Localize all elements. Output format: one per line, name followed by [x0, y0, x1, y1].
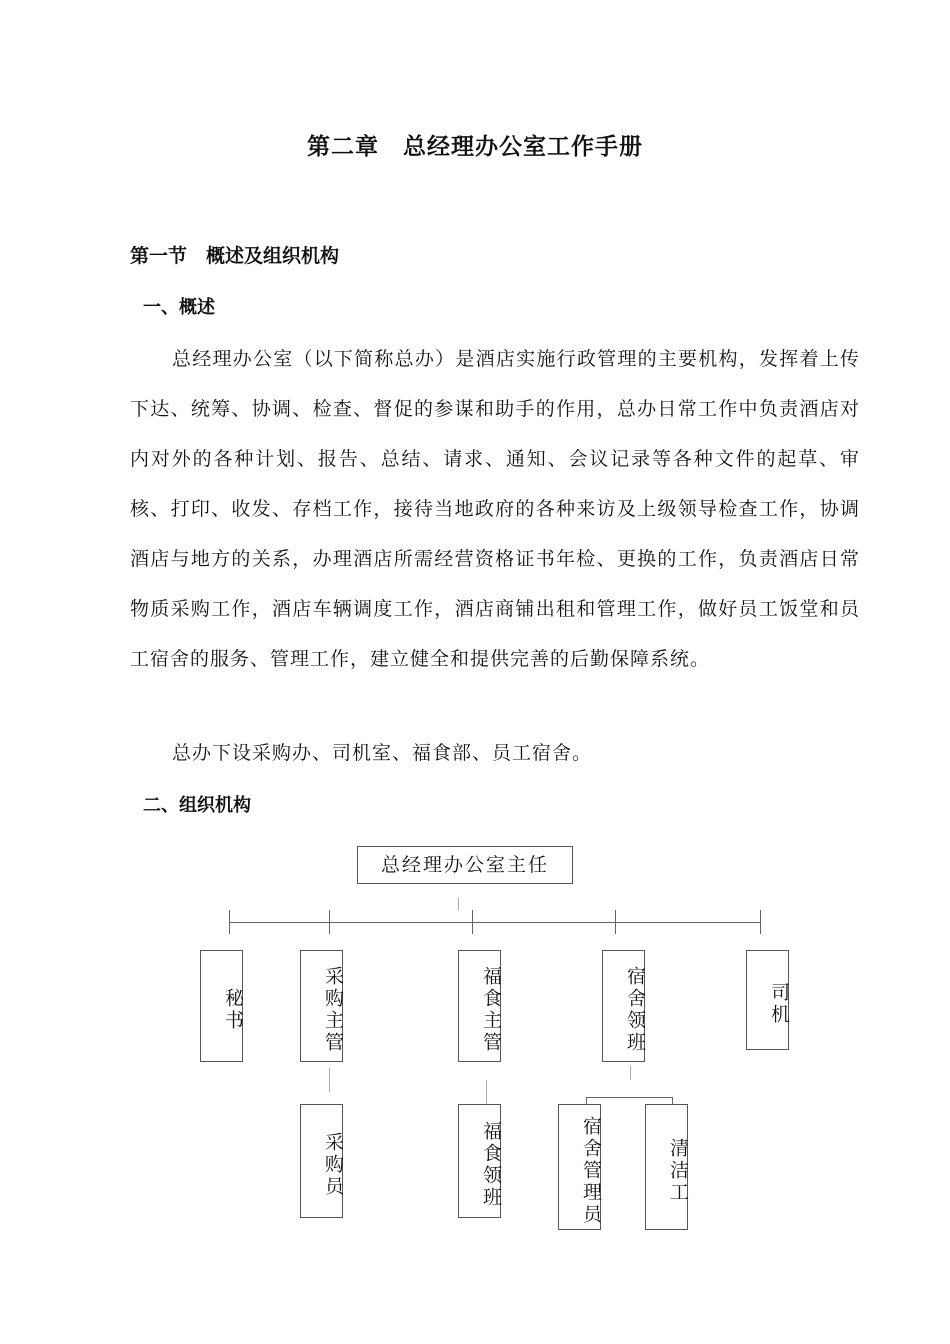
connector-tick — [615, 910, 616, 934]
connector-tick — [229, 910, 230, 934]
overview-paragraph: 总经理办公室（以下简称总办）是酒店实施行政管理的主要机构，发挥着上传下达、统筹、协调、检查、督促的参谋和助手的作用，总办日常工作中负责酒店对内对外的各种计划、报告、总结、请求、通知、会议记录等各种文件的起草、审核、打印、收发、存档工作，接待当地政府的各种来访及上级领导检查工作，协调酒店与地方的关系，办理酒店所需经营资格证书年检、更换的工作，负责酒店日常物质采购工作，酒店车辆调度工作，酒店商铺出租和管理工作，做好员工饭堂和员工宿舍的服务、管理工作，建立健全和提供完善的后勤保障系统。 — [130, 348, 860, 670]
org-box-dorm-manager: 宿舍管理员 — [558, 1104, 601, 1230]
connector-tick — [472, 910, 473, 934]
connector-food — [486, 1080, 487, 1106]
org-box-food-supervisor: 福食主管 — [458, 950, 501, 1062]
org-root-box: 总经理办公室主任 — [357, 846, 573, 884]
departments-paragraph: 总办下设采购办、司机室、福食部、员工宿舍。 — [172, 742, 593, 764]
org-box-purchaser: 采购员 — [300, 1104, 343, 1218]
org-box-secretary: 秘书 — [200, 950, 243, 1062]
connector-tick — [329, 910, 330, 934]
connector-dorm — [630, 1066, 631, 1080]
connector-dorm-bar — [586, 1097, 673, 1098]
connector-tick — [760, 910, 761, 934]
org-box-food-leader: 福食领班 — [458, 1104, 501, 1218]
subheading-overview: 一、概述 — [143, 297, 215, 318]
connector-purchase — [329, 1068, 330, 1092]
org-box-cleaner: 清洁工 — [645, 1104, 688, 1230]
org-box-driver: 司机 — [746, 950, 789, 1050]
connector-level1-bar — [229, 922, 760, 923]
connector-root — [458, 898, 459, 910]
chapter-title: 第二章 总经理办公室工作手册 — [307, 134, 643, 160]
org-box-purchase-supervisor: 采购主管 — [300, 950, 343, 1062]
subheading-organization: 二、组织机构 — [143, 795, 251, 816]
section-heading: 第一节 概述及组织机构 — [130, 245, 340, 267]
org-box-dorm-leader: 宿舍领班 — [602, 950, 645, 1062]
